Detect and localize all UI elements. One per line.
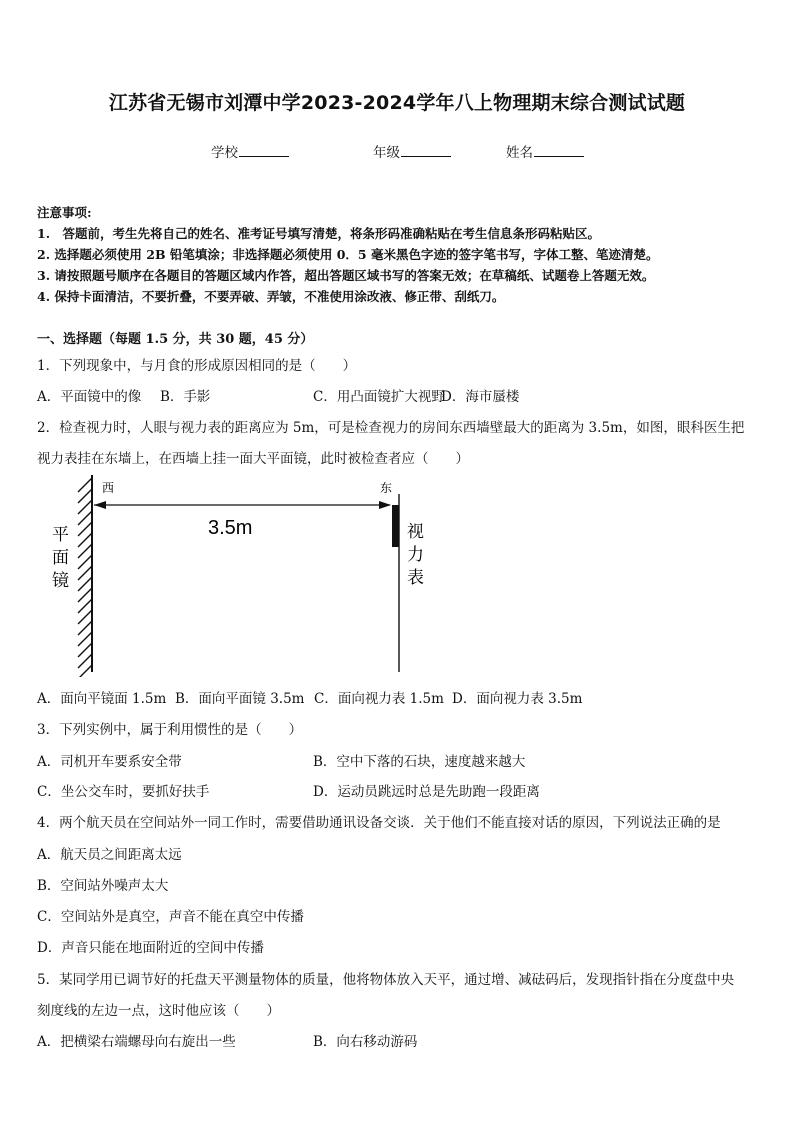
q4-option-a[interactable]: A．航天员之间距离太远 — [37, 847, 182, 863]
q5-option-b[interactable]: B．向右移动游码 — [313, 1034, 418, 1050]
q2-option-b[interactable]: B．面向平面镜 3.5m — [175, 691, 305, 707]
grade-blank[interactable] — [401, 144, 451, 157]
name-label: 姓名 — [506, 145, 533, 161]
mirror-label-char: 镜 — [52, 571, 69, 591]
hatch-mark — [78, 555, 92, 569]
q2-option-a[interactable]: A．面向平镜面 1.5m — [37, 691, 167, 707]
mirror-figure — [40, 472, 440, 677]
q3-option-c[interactable]: C．坐公交车时，要抓好扶手 — [37, 784, 210, 800]
q3-option-b[interactable]: B．空中下落的石块，速度越来越大 — [313, 754, 526, 770]
hatch-mark — [78, 588, 92, 602]
grade-label: 年级 — [373, 145, 400, 161]
hatch-mark — [78, 511, 92, 525]
q1-option-b[interactable]: B．手影 — [160, 389, 211, 405]
q3-option-a[interactable]: A．司机开车要系安全带 — [37, 754, 182, 770]
q1-option-c[interactable]: C．用凸面镜扩大视野 — [313, 389, 445, 405]
hatch-mark — [78, 632, 92, 646]
question-4-stem: 4．两个航天员在空间站外一同工作时，需要借助通讯设备交谈．关于他们不能直接对话的原因，下列说法正确的是 — [37, 815, 721, 831]
hatch-mark — [78, 533, 92, 547]
notice-item: 3. 请按照题号顺序在各题目的答题区域内作答，超出答题区域书写的答案无效；在草稿纸、试题卷上答题无效。 — [37, 268, 655, 283]
q2-option-c[interactable]: C．面向视力表 1.5m — [314, 691, 444, 707]
chart-label-char: 力 — [407, 545, 424, 565]
mirror-label-char: 面 — [52, 548, 69, 568]
hatch-mark — [78, 544, 92, 558]
east-label: 东 — [380, 481, 393, 495]
hatch-mark — [78, 599, 92, 613]
page-title: 江苏省无锡市刘潭中学2023-2024学年八上物理期末综合测试试题 — [108, 92, 686, 114]
hatch-mark — [78, 500, 92, 514]
notice-item: 2. 选择题必须使用 2B 铅笔填涂；非选择题必须使用 0．5 毫米黑色字迹的签字笔书写，字体工整、笔迹清楚。 — [37, 247, 659, 262]
eye-chart-mark — [392, 505, 399, 547]
hatch-mark — [78, 643, 92, 657]
q4-option-b[interactable]: B．空间站外噪声太大 — [37, 878, 169, 894]
mirror-label-char: 平 — [52, 525, 69, 545]
q2-option-d[interactable]: D．面向视力表 3.5m — [452, 691, 583, 707]
q5-option-a[interactable]: A．把横梁右端螺母向右旋出一些 — [37, 1034, 236, 1050]
name-field — [506, 141, 584, 161]
q4-option-c[interactable]: C．空间站外是真空，声音不能在真空中传播 — [37, 909, 304, 925]
distance-label: 3.5m — [208, 517, 253, 539]
question-2-stem-line1: 2．检查视力时，人眼与视力表的距离应为 5m，可是检查视力的房间东西墙壁最大的距离为 3.5m，如图，眼科医生把 — [37, 420, 745, 436]
school-label: 学校 — [211, 145, 238, 161]
section-heading: 一、选择题（每题 1.5 分，共 30 题，45 分） — [37, 332, 314, 347]
q3-option-d[interactable]: D．运动员跳远时总是先助跑一段距离 — [313, 784, 540, 800]
west-label: 西 — [102, 481, 115, 495]
hatch-mark — [78, 522, 92, 536]
chart-label-char: 视 — [407, 522, 424, 542]
hatch-mark — [78, 610, 92, 624]
hatch-mark — [78, 566, 92, 580]
arrow-head-left — [94, 501, 106, 509]
mirror-hatch — [78, 478, 92, 677]
notice-item: 4. 保持卡面清洁，不要折叠，不要弄破、弄皱，不准使用涂改液、修正带、刮纸刀。 — [37, 289, 505, 304]
school-field — [211, 141, 289, 161]
hatch-mark — [78, 654, 92, 668]
hatch-mark — [78, 621, 92, 635]
notice-item: 1. 答题前，考生先将自己的姓名、准考证号填写清楚，将条形码准确粘贴在考生信息条形码粘贴区。 — [37, 226, 601, 241]
notice-heading: 注意事项: — [37, 205, 92, 220]
grade-field — [373, 141, 451, 161]
hatch-mark — [78, 577, 92, 591]
hatch-mark — [78, 489, 92, 503]
question-1-stem: 1．下列现象中，与月食的形成原因相同的是（ ） — [37, 358, 357, 374]
q4-option-d[interactable]: D．声音只能在地面附近的空间中传播 — [37, 940, 264, 956]
q1-option-d[interactable]: D．海市蜃楼 — [441, 389, 520, 405]
question-2-stem-line2: 视力表挂在东墙上，在西墙上挂一面大平面镜，此时被检查者应（ ） — [37, 451, 469, 467]
arrow-head-right — [379, 501, 391, 509]
hatch-mark — [78, 478, 92, 492]
name-blank[interactable] — [534, 144, 584, 157]
question-5-stem-line1: 5．某同学用已调节好的托盘天平测量物体的质量，他将物体放入天平，通过增、减砝码后，发现指针指在分度盘中央 — [37, 972, 735, 988]
chart-label-char: 表 — [407, 568, 424, 588]
question-3-stem: 3．下列实例中，属于利用惯性的是（ ） — [37, 722, 303, 738]
school-blank[interactable] — [239, 144, 289, 157]
question-5-stem-line2: 刻度线的左边一点，这时他应该（ ） — [37, 1003, 280, 1019]
q1-option-a[interactable]: A．平面镜中的像 — [37, 389, 142, 405]
